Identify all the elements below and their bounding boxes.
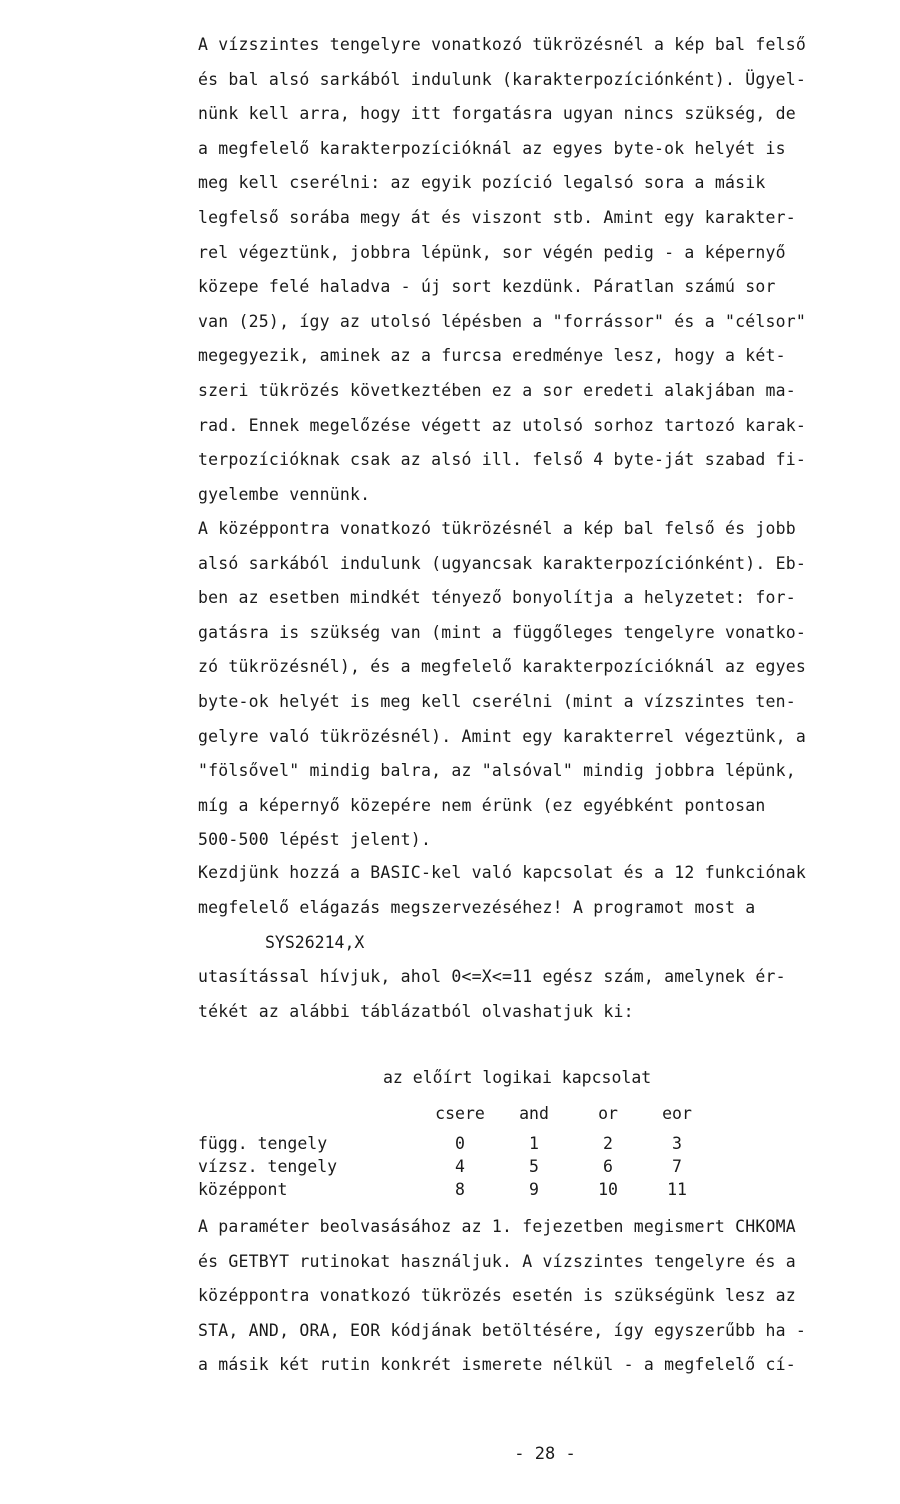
paragraph-center-point	[198, 512, 888, 858]
text-line: a megfelelő karakterpozícióknál az egyes byte-ok helyét is	[198, 138, 786, 158]
text-line: A középpontra vonatkozó tükrözésnél a kép bal felső és jobb	[198, 519, 796, 538]
text-line: míg a képernyő közepére nem érünk (ez egyébként pontosan	[198, 795, 766, 815]
text-line: gelyre való tükrözésnél). Amint egy karakterrel végeztünk, a	[198, 726, 807, 746]
text-line: meg kell cserélni: az egyik pozíció legalsó sora a másik	[198, 173, 766, 193]
text-line: gatásra is szükség van (mint a függőleges tengelyre vonatko-	[198, 622, 807, 642]
text-line: alsó sarkából indulunk (ugyancsak karakterpozíciónként). Eb-	[198, 553, 807, 573]
text-line: szeri tükrözés következtében ez a sor eredeti alakjában ma-	[198, 380, 796, 400]
table-header-cell: or	[598, 1104, 618, 1123]
paragraph-usage	[198, 960, 888, 1029]
table-cell: 10	[598, 1180, 618, 1199]
paragraph-horizontal-axis	[198, 28, 888, 512]
text-line: közepe felé haladva - új sort kezdünk. Páratlan számú sor	[198, 277, 776, 297]
paragraph-parameter	[198, 1210, 888, 1383]
table-cell: 3	[672, 1134, 682, 1153]
text-line: tékét az alábbi táblázatból olvashatjuk ki:	[198, 1001, 634, 1021]
table-cell: 4	[455, 1157, 465, 1176]
text-line: gyelembe vennünk.	[198, 484, 371, 504]
text-line: és bal alsó sarkából indulunk (karakterpozíciónként). Ügyel-	[198, 69, 807, 89]
table-cell: 9	[529, 1180, 539, 1199]
table-row	[198, 1155, 712, 1178]
text-line: A vízszintes tengelyre vonatkozó tükrözésnél a kép bal felső	[198, 35, 807, 54]
text-line: STA, AND, ORA, EOR kódjának betöltésére, így egyszerűbb ha -	[198, 1320, 807, 1340]
text-line: a másik két rutin konkrét ismerete nélkül - a megfelelő cí-	[198, 1355, 796, 1375]
page-number: - 28 -	[514, 1444, 576, 1464]
text-line: 500-500 lépést jelent).	[198, 830, 432, 850]
text-line: "fölsővel" mindig balra, az "alsóval" mindig jobbra lépünk,	[198, 761, 796, 781]
table-cell: 8	[455, 1180, 465, 1199]
text-line: középpontra vonatkozó tükrözés esetén is szükségünk lesz az	[198, 1286, 796, 1306]
table-row	[198, 1178, 712, 1201]
text-line: A paraméter beolvasásához az 1. fejezetben megismert CHKOMA	[198, 1217, 796, 1236]
table-header-cell: csere	[435, 1104, 485, 1123]
text-line: nünk kell arra, hogy itt forgatásra ugyan nincs szükség, de	[198, 104, 796, 124]
table-cell: 1	[529, 1134, 539, 1153]
table-cell: 2	[603, 1134, 613, 1153]
text-line: megegyezik, aminek az a furcsa eredménye lesz, hogy a két-	[198, 346, 786, 366]
table-header-cell	[198, 1102, 426, 1132]
table-cell: 7	[672, 1157, 682, 1176]
paragraph-basic-link	[198, 856, 888, 925]
text-line: rad. Ennek megelőzése végett az utolsó sorhoz tartozó karak-	[198, 415, 807, 435]
text-line: ben az esetben mindkét tényező bonyolítja a helyzetet: for-	[198, 588, 796, 608]
text-line: van (25), így az utolsó lépésben a "forrássor" és a "célsor"	[198, 311, 807, 331]
text-line: legfelső sorába megy át és viszont stb. Amint egy karakter-	[198, 207, 796, 227]
table-cell: 5	[529, 1157, 539, 1176]
text-line: utasítással hívjuk, ahol 0<=X<=11 egész szám, amelynek ér-	[198, 967, 786, 986]
function-table	[198, 1102, 712, 1201]
table-caption: az előírt logikai kapcsolat	[383, 1068, 652, 1087]
table-cell: 0	[455, 1134, 465, 1153]
text-line: rel végeztünk, jobbra lépünk, sor végén pedig - a képernyő	[198, 242, 786, 262]
code-line: SYS26214,X	[265, 933, 365, 952]
table-cell: 6	[603, 1157, 613, 1176]
table-row	[198, 1132, 712, 1155]
text-line: megfelelő elágazás megszervezéséhez! A programot most a	[198, 897, 756, 917]
table-header-cell: eor	[662, 1104, 692, 1123]
table-header-row	[198, 1102, 712, 1132]
text-line: és GETBYT rutinokat használjuk. A vízszintes tengelyre és a	[198, 1251, 796, 1271]
text-line: zó tükrözésnél), és a megfelelő karakterpozícióknál az egyes	[198, 657, 807, 677]
text-line: Kezdjünk hozzá a BASIC-kel való kapcsolat és a 12 funkciónak	[198, 863, 807, 882]
table-header-cell: and	[519, 1104, 549, 1123]
text-line: terpozícióknak csak az alsó ill. felső 4 byte-ját szabad fi-	[198, 450, 807, 470]
text-line: byte-ok helyét is meg kell cserélni (mint a vízszintes ten-	[198, 691, 796, 711]
row-label: vízsz. tengely	[198, 1157, 338, 1176]
row-label: középpont	[198, 1180, 288, 1199]
row-label: függ. tengely	[198, 1134, 328, 1153]
table-cell: 11	[667, 1180, 687, 1199]
